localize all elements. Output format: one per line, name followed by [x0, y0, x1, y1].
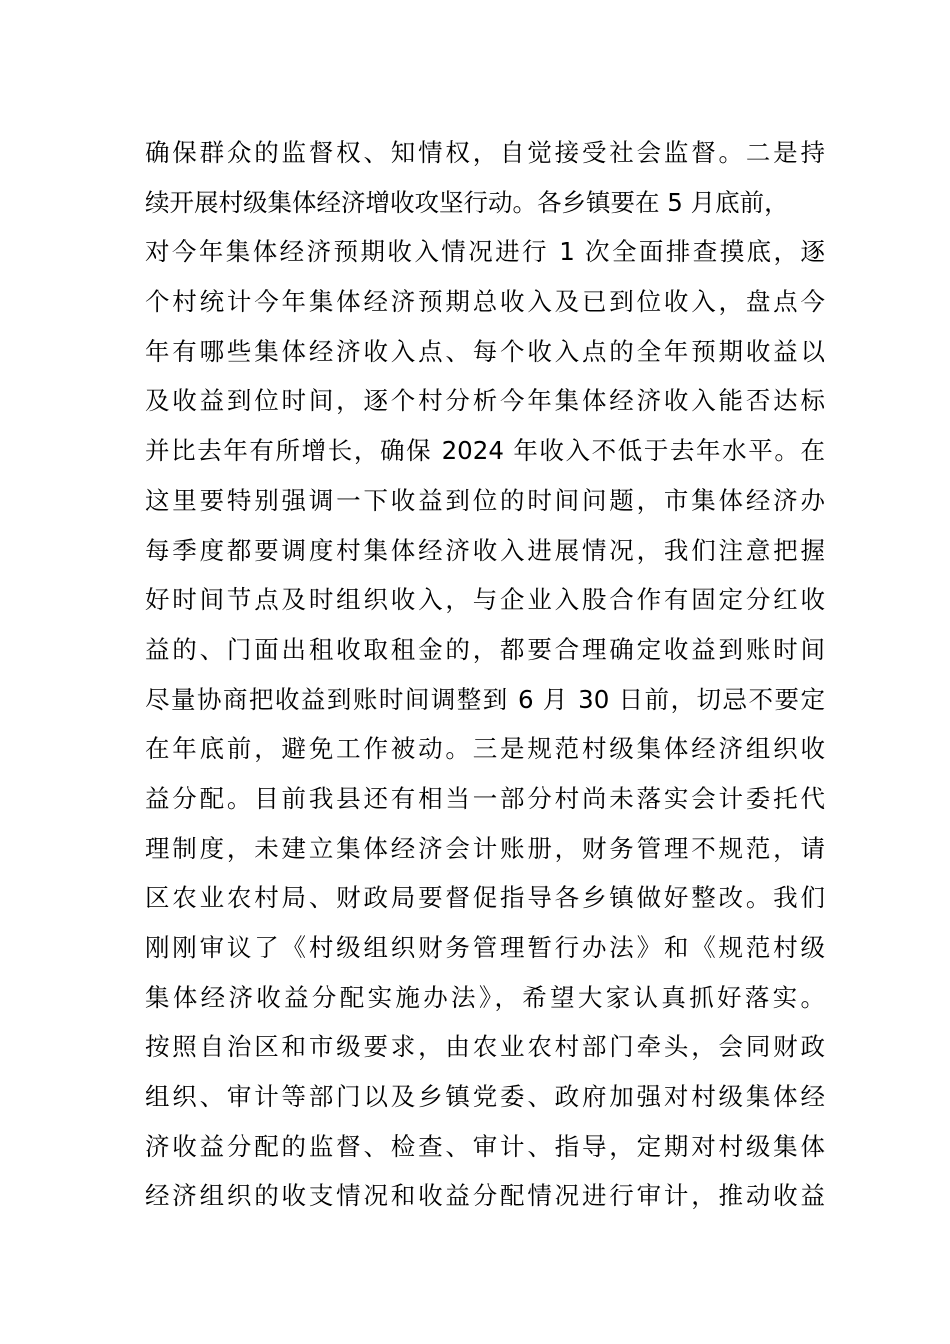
text-line: 及收益到位时间，逐个村分析今年集体经济收入能否达标: [145, 386, 825, 416]
text-line: 理制度，未建立集体经济会计账册，财务管理不规范，请: [145, 833, 825, 863]
text-line: 个村统计今年集体经济预期总收入及已到位收入，盘点今: [145, 287, 825, 317]
text-line: 对今年集体经济预期收入情况进行 1 次全面排查摸底，逐: [145, 237, 825, 267]
text-line: 好时间节点及时组织收入，与企业入股合作有固定分红收: [145, 585, 825, 615]
text-line: 区农业农村局、财政局要督促指导各乡镇做好整改。我们: [145, 883, 825, 913]
text-line: 济收益分配的监督、检查、审计、指导，定期对村级集体: [145, 1131, 825, 1161]
text-line: 经济组织的收支情况和收益分配情况进行审计，推动收益: [145, 1181, 825, 1211]
text-line: 益分配。目前我县还有相当一部分村尚未落实会计委托代: [145, 783, 825, 813]
text-line: 年有哪些集体经济收入点、每个收入点的全年预期收益以: [145, 336, 825, 366]
text-line: 每季度都要调度村集体经济收入进展情况，我们注意把握: [145, 535, 825, 565]
text-line: 组织、审计等部门以及乡镇党委、政府加强对村级集体经: [145, 1082, 825, 1112]
body-text: [145, 128, 825, 1221]
text-line: 按照自治区和市级要求，由农业农村部门牵头，会同财政: [145, 1032, 825, 1062]
text-line: 集体经济收益分配实施办法》，希望大家认真抓好落实。: [145, 982, 825, 1012]
text-line: 刚刚审议了《村级组织财务管理暂行办法》和《规范村级: [145, 933, 825, 962]
text-line: 确保群众的监督权、知情权，自觉接受社会监督。二是持: [145, 138, 825, 167]
text-line: 尽量协商把收益到账时间调整到 6 月 30 日前，切忌不要定: [145, 684, 825, 714]
text-line: 在年底前，避免工作被动。三是规范村级集体经济组织收: [145, 734, 825, 764]
text-line: 并比去年有所增长，确保 2024 年收入不低于去年水平。在: [145, 436, 825, 466]
text-line: 益的、门面出租收取租金的，都要合理确定收益到账时间: [145, 634, 825, 664]
text-line: 续开展村级集体经济增收攻坚行动。各乡镇要在 5 月底前，: [145, 187, 789, 217]
text-line: 这里要特别强调一下收益到位的时间问题，市集体经济办: [145, 485, 825, 515]
